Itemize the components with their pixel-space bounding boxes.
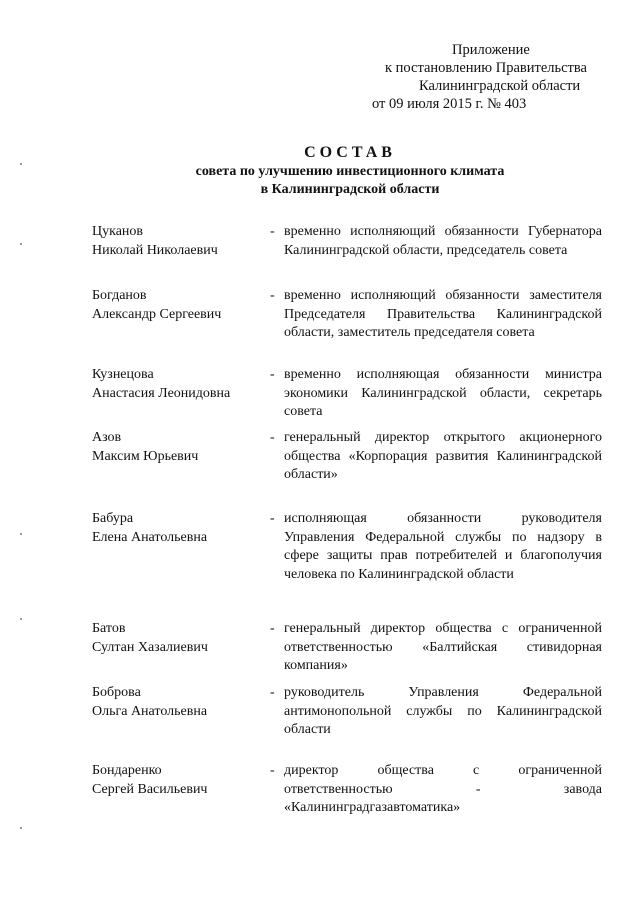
- scan-speck: [20, 618, 22, 620]
- title-main: СОСТАВ: [304, 144, 396, 161]
- member-surname: Богданов: [92, 288, 147, 303]
- member-surname: Боброва: [92, 685, 141, 700]
- member-name: [92, 429, 267, 466]
- member-role: временно исполняющий обязанности заместителя Председателя Правительства Калининградской области, заместитель председателя совета: [284, 288, 602, 340]
- member-surname: Бондаренко: [92, 763, 162, 778]
- member-role: директор общества с ограниченной ответственностью - завода «Калининградгазавтоматика»: [284, 763, 602, 815]
- member-name: [92, 762, 267, 799]
- member-given-names: Сергей Васильевич: [92, 781, 208, 797]
- member-given-names: Ольга Анатольевна: [92, 703, 208, 719]
- member-role: исполняющая обязанности руководителя Управления Федеральной службы по надзору в сфере защиты прав потребителей и благополучия человека по Калининградской области: [284, 511, 602, 582]
- member-dash: -: [270, 224, 275, 239]
- member-dash: -: [270, 288, 275, 303]
- member-name: [92, 366, 267, 403]
- member-given-names: Александр Сергеевич: [92, 306, 222, 322]
- member-dash: -: [270, 367, 275, 382]
- appendix-region: Калининградской области: [419, 78, 581, 94]
- appendix-resolution-ref: к постановлению Правительства: [385, 60, 587, 76]
- appendix-date-number: от 09 июля 2015 г. № 403: [372, 96, 527, 112]
- member-dash: -: [270, 763, 275, 778]
- scan-speck: [20, 827, 22, 829]
- appendix-header: [0, 0, 640, 120]
- member-name: [92, 287, 267, 324]
- member-name: [92, 684, 267, 721]
- scan-speck: [20, 243, 22, 245]
- title-subtitle-line2: в Калининградской области: [260, 182, 440, 197]
- member-role: генеральный директор общества с ограниченной ответственностью «Балтийская стивидорная компания»: [284, 621, 602, 673]
- member-dash: -: [270, 511, 275, 526]
- member-role: руководитель Управления Федеральной антимонопольной службы по Калининградской области: [284, 685, 602, 737]
- member-surname: Кузнецова: [92, 367, 154, 382]
- member-surname: Бабура: [92, 511, 134, 526]
- member-given-names: Максим Юрьевич: [92, 448, 199, 464]
- member-surname: Азов: [92, 430, 122, 445]
- member-given-names: Анастасия Леонидовна: [92, 385, 231, 401]
- member-role: временно исполняющий обязанности Губернатора Калининградской области, председатель совета: [284, 224, 602, 258]
- member-given-names: Султан Хазалиевич: [92, 639, 208, 655]
- scan-speck: [20, 163, 22, 165]
- member-name: [92, 510, 267, 547]
- member-role: генеральный директор открытого акционерного общества «Корпорация развития Калининградской области»: [284, 430, 602, 482]
- document-title: [0, 143, 640, 199]
- member-role: временно исполняющая обязанности министра экономики Калининградской области, секретарь совета: [284, 367, 602, 419]
- appendix-label: Приложение: [452, 42, 530, 58]
- scan-speck: [20, 533, 22, 535]
- member-surname: Цуканов: [92, 224, 144, 239]
- member-dash: -: [270, 430, 275, 445]
- member-given-names: Елена Анатольевна: [92, 529, 208, 545]
- member-given-names: Николай Николаевич: [92, 242, 218, 258]
- member-surname: Батов: [92, 621, 126, 636]
- member-dash: -: [270, 685, 275, 700]
- title-subtitle-line1: совета по улучшению инвестиционного климата: [195, 164, 505, 179]
- member-name: [92, 620, 267, 657]
- member-name: [92, 223, 267, 260]
- member-dash: -: [270, 621, 275, 636]
